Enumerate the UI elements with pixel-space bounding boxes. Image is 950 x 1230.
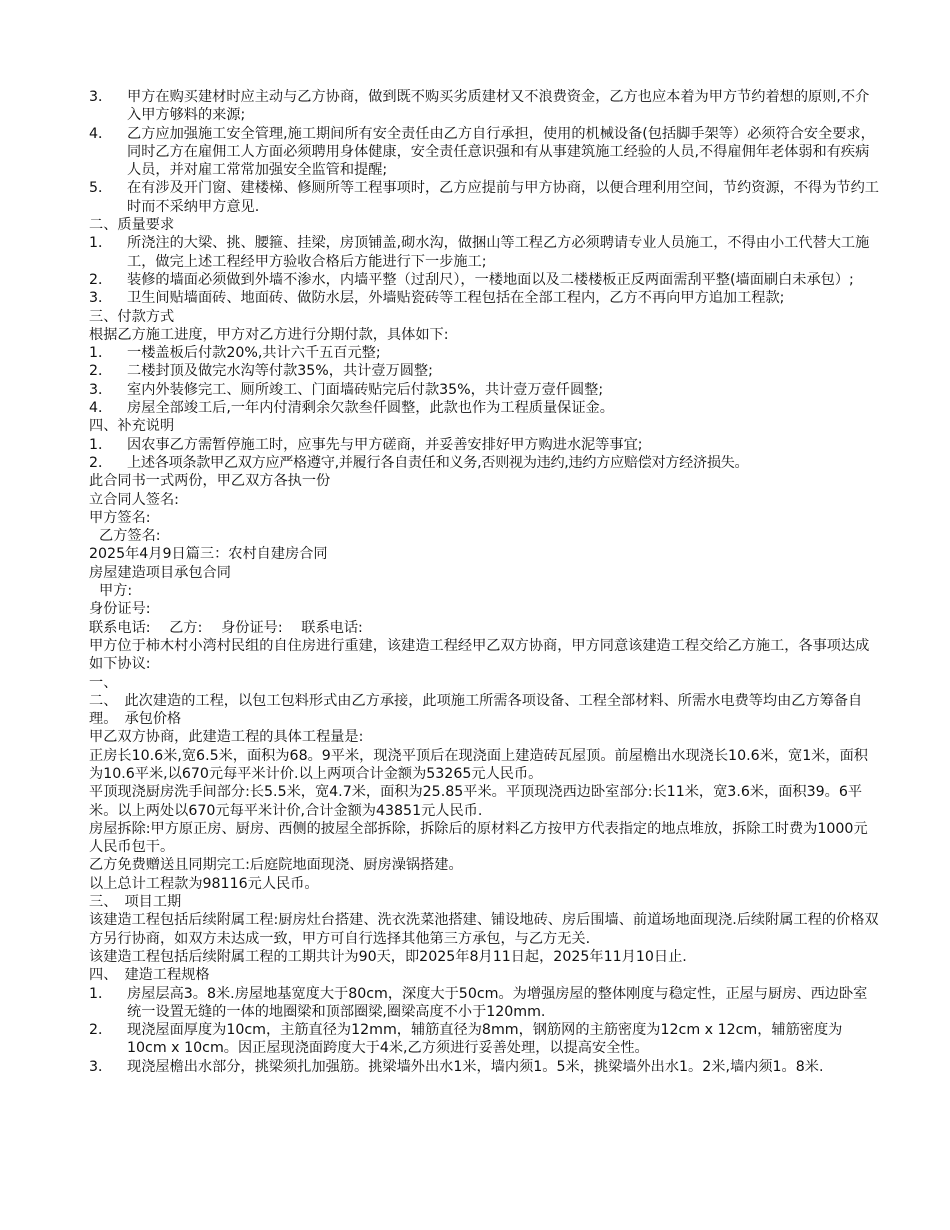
c2-main-house: 正房长10.6米,宽6.5米，面积为68。9平米，现浇平顶后在现浇面上建造砖瓦屋顶。前屋檐出水现浇长10.6米，宽1米，面积为10.6平米,以670元每平米计价.以上两项合计金额为53265元人民币。	[89, 747, 868, 782]
list-item	[89, 1058, 879, 1076]
c2-period-dates: 该建造工程包括后续附属工程的工期共计为90天，即2025年8月11日起，2025年11月10日止.	[89, 948, 687, 965]
item-number: 1．	[89, 235, 113, 252]
c2-free-work: 乙方免费赠送且同期完工:后庭院地面现浇、厨房澡锅搭建。	[89, 857, 463, 874]
item-number: 2．	[89, 1022, 113, 1039]
item-text: 甲方在购买建材时应主动与乙方协商，做到既不购买劣质建材又不浪费资金，乙方也应本着为甲方节约着想的原则,不介入甲方够料的来源;	[127, 89, 870, 124]
item-text: 房屋全部竣工后,一年内付清剩余欠款叁仟圆整，此款也作为工程质量保证金。	[127, 400, 614, 417]
list-item	[89, 454, 879, 472]
item-number: 5．	[89, 180, 113, 197]
copies-line: 此合同书一式两份，甲乙双方各执一份	[89, 473, 331, 490]
date-line: 2025年4月9日篇三：农村自建房合同	[89, 546, 328, 563]
c2-total: 以上总计工程款为98116元人民币。	[89, 875, 319, 892]
c2-party-a: 甲方:	[99, 583, 133, 600]
list-item	[89, 125, 879, 180]
item-text: 一楼盖板后付款20%,共计六千五百元整;	[127, 345, 381, 362]
item-text: 在有涉及开门窗、建楼梯、修厕所等工程事项时，乙方应提前与甲方协商，以便合理利用空间，节约资源，不得为节约工时而不采纳甲方意见.	[127, 180, 879, 215]
list-item	[89, 271, 879, 289]
item-text: 乙方应加强施工安全管理,施工期间所有安全责任由乙方自行承担，使用的机械设备(包括脚手架等）必须符合安全要求，同时乙方在雇佣工人方面必须聘用身体健康，安全责任意识强和有从事建筑施工经验的人员,不得雇佣年老体弱和有疾病人员，并对雇工常常加强安全监管和提醒;	[127, 125, 875, 179]
item-text: 卫生间贴墙面砖、地面砖、做防水层，外墙贴瓷砖等工程包括在全部工程内，乙方不再向甲方追加工程款;	[127, 290, 785, 307]
contract2-title: 房屋建造项目承包合同	[89, 564, 231, 581]
c2-intro: 甲方位于柿木村小湾村民组的自住房进行重建，该建造工程经甲乙双方协商，甲方同意该建造工程交给乙方施工，各事项达成如下协议:	[89, 637, 870, 673]
c2-demolition: 房屋拆除:甲方原正房、厨房、西侧的披屋全部拆除，拆除后的原材料乙方按甲方代表指定的地点堆放，拆除工时费为1000元人民币包干。	[89, 820, 868, 856]
payment-intro: 根据乙方施工进度，甲方对乙方进行分期付款，具体如下:	[89, 326, 449, 343]
item-number: 2．	[89, 271, 113, 288]
item-number: 1．	[89, 985, 113, 1002]
item-text: 所浇注的大梁、挑、腰箍、挂梁，房顶铺盖,砌水沟，做捆山等工程乙方必须聘请专业人员施工，不得由小工代替大工施工，做完上述工程经甲方验收合格后方能进行下一步施工;	[127, 235, 870, 270]
c2-flat-roof: 平顶现浇厨房洗手间部分:长5.5米，宽4.7米，面积为25.85平米。平顶现浇西边卧室部分:长11米，宽3.6米，面积39。6平米。以上两处以670元每平米计价,合计金额为43851元人民币.	[89, 784, 863, 819]
document-page	[89, 88, 879, 1076]
item-number: 3．	[89, 290, 113, 307]
item-text: 二楼封顶及做完水沟等付款35%，共计壹万圆整;	[127, 363, 433, 380]
signers-line: 立合同人签名:	[89, 491, 179, 508]
list-item	[89, 234, 879, 271]
list-item	[89, 1021, 879, 1058]
c2-id-number: 身份证号:	[89, 601, 151, 618]
item-number: 4．	[89, 400, 113, 417]
item-text: 因农事乙方需暂停施工时，应事先与甲方磋商，并妥善安排好甲方购进水泥等事宜;	[127, 436, 643, 453]
item-number: 2．	[89, 454, 113, 471]
item-number: 4．	[89, 125, 113, 142]
item-text: 现浇屋面厚度为10cm，主筋直径为12mm，辅筋直径为8mm，钢筋网的主筋密度为12cm x 12cm，辅筋密度为10cm x 10cm。因正屋现浇面跨度大于4米,乙方须进行妥善处理，以提高安全性。	[127, 1022, 843, 1057]
list-item	[89, 179, 879, 216]
item-number: 3．	[89, 89, 113, 105]
item-number: 1．	[89, 345, 113, 362]
c2-scope-intro: 甲乙双方协商，此建造工程的具体工程量是:	[89, 729, 364, 746]
section-heading-payment: 三、付款方式	[89, 308, 175, 325]
c2-contact-line: 联系电话: 乙方: 身份证号: 联系电话:	[89, 619, 363, 636]
list-item	[89, 399, 879, 417]
section-heading-quality: 二、质量要求	[89, 217, 175, 234]
item-text: 室内外装修完工、厕所竣工、门面墙砖贴完后付款35%，共计壹万壹仟圆整;	[127, 381, 604, 398]
item-text: 现浇屋檐出水部分，挑梁须扎加强筋。挑梁墙外出水1米，墙内须1。5米，挑梁墙外出水1。2米,墙内须1。8米.	[127, 1058, 824, 1075]
c2-clause-two: 二、 此次建造的工程，以包工包料形式由乙方承接，此项施工所需各项设备、工程全部材料、所需水电费等均由乙方筹备自理。 承包价格	[89, 692, 863, 728]
c2-clause-one: 一、	[89, 674, 118, 691]
list-item	[89, 362, 879, 380]
c2-period-scope: 该建造工程包括后续附属工程:厨房灶台搭建、洗衣洗菜池搭建、铺设地砖、房后围墙、前道场地面现浇.后续附属工程的价格双方另行协商，如双方未达成一致，甲方可自行选择其他第三方承包，与乙方无关.	[89, 912, 879, 947]
list-item	[89, 436, 879, 454]
party-a-signature: 甲方签名:	[89, 509, 151, 526]
list-item	[89, 344, 879, 362]
list-item	[89, 289, 879, 307]
item-number: 2．	[89, 363, 113, 380]
item-number: 3．	[89, 381, 113, 398]
c2-heading-spec: 四、 建造工程规格	[89, 967, 210, 984]
item-text: 房屋层高3。8米.房屋地基宽度大于80cm，深度大于50cm。为增强房屋的整体刚度与稳定性，正屋与厨房、西边卧室统一设置无缝的一体的地圈梁和顶部圈梁,圈梁高度不小于120mm.	[127, 985, 868, 1020]
c2-heading-period: 三、 项目工期	[89, 894, 182, 911]
list-item	[89, 381, 879, 399]
list-item	[89, 985, 879, 1022]
item-number: 1．	[89, 436, 113, 453]
item-number: 3．	[89, 1058, 113, 1075]
item-text: 上述各项条款甲乙双方应严格遵守,并履行各自责任和义务,否则视为违约,违约方应赔偿对方经济损失。	[127, 454, 749, 471]
list-item	[89, 88, 879, 125]
party-b-signature: 乙方签名:	[99, 528, 161, 545]
section-heading-supplement: 四、补充说明	[89, 418, 175, 435]
item-text: 装修的墙面必须做到外墙不渗水，内墙平整（过刮尺），一楼地面以及二楼楼板正反两面需刮平整(墙面刷白未承包）;	[127, 271, 854, 288]
